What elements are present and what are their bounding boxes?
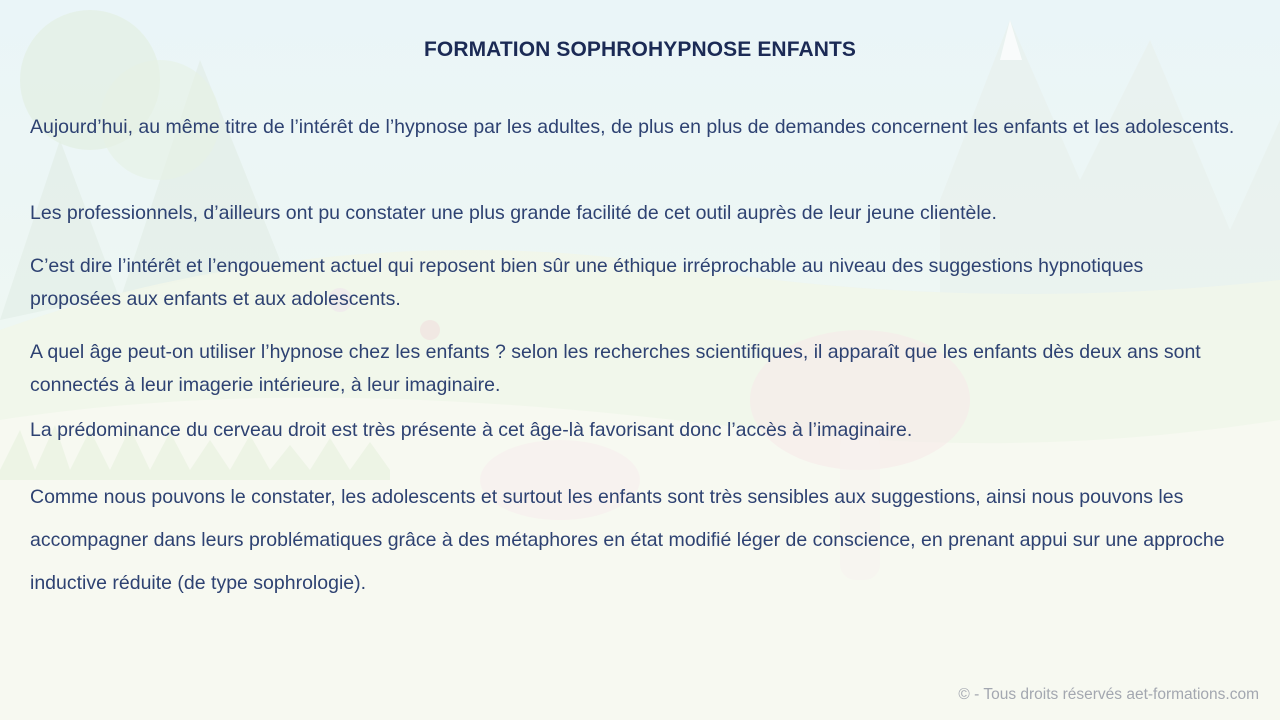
paragraph-ethics: C’est dire l’intérêt et l’engouement actuel qui reposent bien sûr une éthique irréprochable au niveau des suggestions hypnotiques proposées aux enfants et aux adolescents. — [30, 255, 1144, 310]
slide-title: FORMATION SOPHROHYPNOSE ENFANTS — [423, 38, 857, 61]
paragraph-right-brain: La prédominance du cerveau droit est très présente à cet âge-là favorisant donc l’accès à l’imaginaire. — [30, 419, 913, 441]
paragraph-intro: Aujourd’hui, au même titre de l’intérêt de l’hypnose par les adultes, de plus en plus de demandes concernent les enfants et les adolescents. — [30, 116, 1235, 138]
paragraph-age: A quel âge peut-on utiliser l’hypnose chez les enfants ? selon les recherches scientifiques, il apparaît que les enfants dès deux ans sont connectés à leur imagerie intérieure, à leur imaginaire. — [30, 341, 1201, 396]
copyright-footer: © - Tous droits réservés aet-formations.com — [958, 686, 1259, 703]
paragraph-professionals: Les professionnels, d’ailleurs ont pu constater une plus grande facilité de cet outil auprès de leur jeune clientèle. — [30, 202, 997, 224]
paragraph-suggestions: Comme nous pouvons le constater, les adolescents et surtout les enfants sont très sensibles aux suggestions, ainsi nous pouvons les accompagner dans leurs problématiques grâce à des métaphores en état modifié léger de conscience, en prenant appui sur une approche inductive réduite (de type sophrologie). — [30, 486, 1225, 594]
